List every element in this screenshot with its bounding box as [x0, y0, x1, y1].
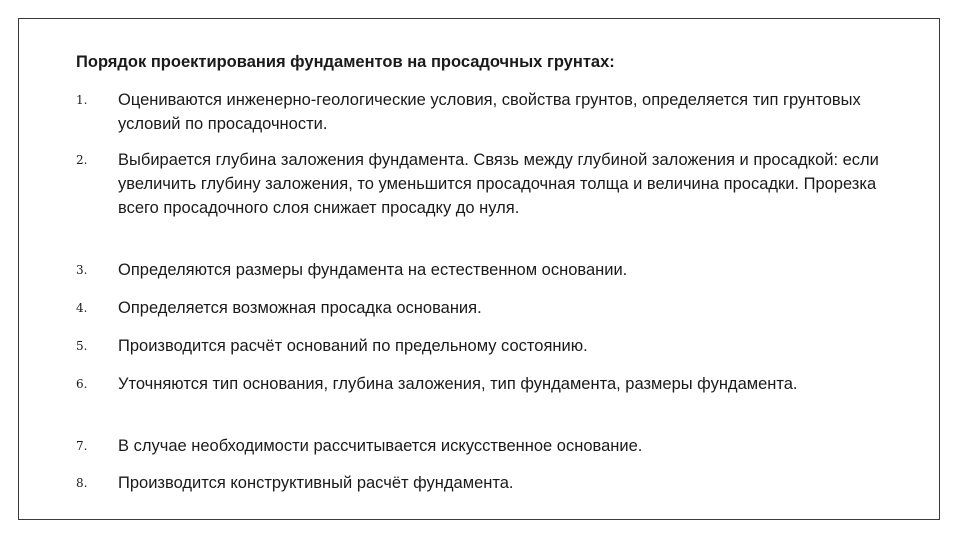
item-number: 6.	[76, 377, 88, 391]
item-text: Производится конструктивный расчёт фундамента.	[118, 474, 514, 492]
slide-title: Порядок проектирования фундаментов на просадочных грунтах:	[76, 53, 615, 71]
item-number: 4.	[76, 301, 88, 315]
item-text: Оцениваются инженерно-геологические условия, свойства грунтов, определяется тип грунтовых условий по просадочности.	[118, 91, 861, 133]
item-text: Определяется возможная просадка основания.	[118, 299, 482, 317]
item-number: 5.	[76, 339, 88, 353]
item-number: 3.	[76, 263, 88, 277]
item-number: 8.	[76, 476, 88, 490]
item-text: Выбирается глубина заложения фундамента. Связь между глубиной заложения и просадкой: если увеличить глубину заложения, то уменьшится просадочная толща и величина просадки. Прорезка всего просадочного слоя снижает просадку до нуля.	[118, 151, 879, 217]
item-number: 1.	[76, 93, 88, 107]
item-text: Производится расчёт оснований по предельному состоянию.	[118, 337, 588, 355]
item-number: 7.	[76, 439, 88, 453]
item-number: 2.	[76, 153, 88, 167]
item-text: Уточняются тип основания, глубина заложения, тип фундамента, размеры фундамента.	[118, 375, 798, 393]
item-text: Определяются размеры фундамента на естественном основании.	[118, 261, 628, 279]
item-text: В случае необходимости рассчитывается искусственное основание.	[118, 437, 643, 455]
